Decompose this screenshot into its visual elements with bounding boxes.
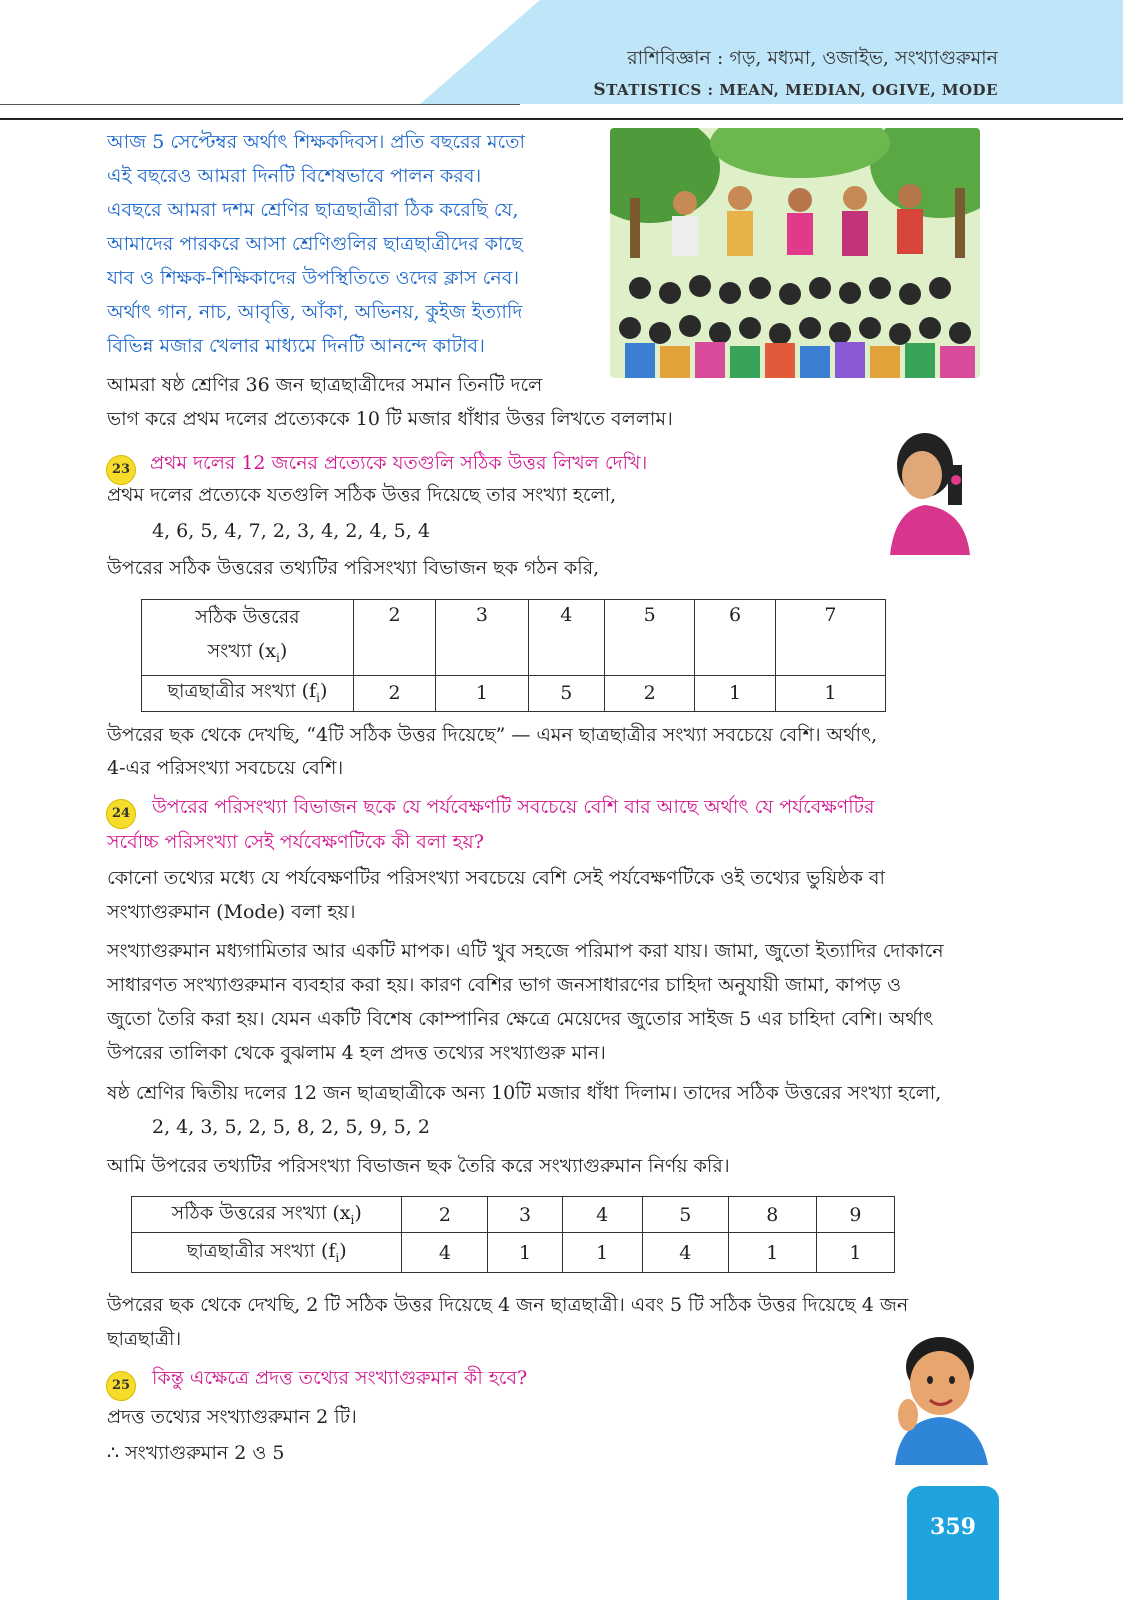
answer-line: প্রদত্ত তথ্যের সংখ্যাগুরুমান 2 টি।	[107, 1406, 357, 1428]
table-cell: 2	[353, 600, 435, 676]
chapter-title-english: STATISTICS : MEAN, MEDIAN, OGIVE, MODE	[593, 80, 998, 100]
paragraph-line: ভাগ করে প্রথম দলের প্রত্যেককে 10 টি মজার ধাঁধার উত্তর লিখতে বললাম।	[107, 408, 673, 430]
question-text: প্রথম দলের 12 জনের প্রত্যেকে যতগুলি সঠিক উত্তর লিখল দেখি।	[150, 452, 648, 474]
intro-line: বিভিন্ন মজার খেলার মাধ্যমে দিনটি আনন্দে কাটাব।	[107, 335, 485, 357]
page-number-tab	[907, 1486, 999, 1600]
intro-line: যাব ও শিক্ষক-শিক্ষিকাদের উপস্থিতিতে ওদের ক্লাস নেব।	[107, 267, 520, 289]
teachers-day-illustration	[610, 128, 980, 378]
paragraph-line: আমরা ষষ্ঠ শ্রেণির 36 জন ছাত্রছাত্রীদের সমান তিনটি দলে	[107, 374, 543, 396]
question-text: সর্বোচ্চ পরিসংখ্যা সেই পর্যবেক্ষণটিকে কী বলা হয়?	[107, 831, 484, 853]
table-cell: 1	[436, 675, 528, 711]
table-intro: আমি উপরের তথ্যটির পরিসংখ্যা বিভাজন ছক তৈরি করে সংখ্যাগুরুমান নির্ণয় করি।	[107, 1155, 730, 1177]
frequency-table-1	[141, 599, 886, 712]
question-number-badge: 24	[106, 799, 136, 829]
paragraph-line: ষষ্ঠ শ্রেণির দ্বিতীয় দলের 12 জন ছাত্রছাত্রীকে অন্য 10টি মজার ধাঁধা দিলাম। তাদের সঠিক উত্তরের সংখ্যা হলো,	[107, 1082, 942, 1104]
table-row-label: সঠিক উত্তরের সংখ্যা $(x_i)$	[132, 1197, 402, 1233]
header-thin-rule	[0, 104, 520, 105]
table-cell: 3	[488, 1197, 562, 1233]
paragraph-line: উপরের তালিকা থেকে বুঝলাম 4 হল প্রদত্ত তথ্যের সংখ্যাগুরু মান।	[107, 1042, 606, 1064]
table-cell: 2	[353, 675, 435, 711]
paragraph-line: উপরের ছক থেকে দেখছি, “4টি সঠিক উত্তর দিয়েছে” — এমন ছাত্রছাত্রীর সংখ্যা সবচেয়ে বেশি। অর্থাৎ,	[107, 724, 878, 746]
table-cell: 5	[642, 1197, 728, 1233]
question-number-badge: 23	[106, 455, 136, 485]
table-cell: 2	[402, 1197, 488, 1233]
answer-line: প্রথম দলের প্রত্যেকে যতগুলি সঠিক উত্তর দিয়েছে তার সংখ্যা হলো,	[107, 484, 617, 506]
question-text: কিন্তু এক্ষেত্রে প্রদত্ত তথ্যের সংখ্যাগুরুমান কী হবে?	[152, 1367, 528, 1389]
girl-illustration	[870, 425, 980, 555]
paragraph-line: 4-এর পরিসংখ্যা সবচেয়ে বেশি।	[107, 757, 344, 779]
paragraph-line: সংখ্যাগুরুমান মধ্যগামিতার আর একটি মাপক। এটি খুব সহজে পরিমাপ করা যায়। জামা, জুতো ইত্যাদির দোকানে	[107, 940, 944, 962]
question-number-badge: 25	[106, 1371, 136, 1401]
frequency-table-2	[131, 1196, 895, 1273]
table-cell: 8	[728, 1197, 816, 1233]
table-cell: 1	[695, 675, 775, 711]
intro-line: এবছরে আমরা দশম শ্রেণির ছাত্রছাত্রীরা ঠিক করেছি যে,	[107, 199, 519, 221]
paragraph-line: ছাত্রছাত্রী।	[107, 1328, 182, 1350]
page-number: 359	[930, 1514, 976, 1540]
table-cell: 1	[728, 1233, 816, 1273]
data-values: 2, 4, 3, 5, 2, 5, 8, 2, 5, 9, 5, 2	[152, 1116, 430, 1138]
chapter-title-bengali: রাশিবিজ্ঞান : গড়, মধ্যমা, ওজাইভ, সংখ্যাগুরুমান	[627, 47, 998, 69]
table-cell: 4	[528, 600, 604, 676]
question-text: উপরের পরিসংখ্যা বিভাজন ছকে যে পর্যবেক্ষণটি সবচেয়ে বেশি বার আছে অর্থাৎ যে পর্যবেক্ষণটির	[152, 796, 875, 818]
table-cell: 4	[562, 1197, 642, 1233]
table-cell: 5	[528, 675, 604, 711]
intro-line: আমাদের পারকরে আসা শ্রেণিগুলির ছাত্রছাত্রীদের কাছে	[107, 233, 523, 255]
table-row-label: সঠিক উত্তরের সংখ্যা $(x_i)$	[142, 600, 354, 676]
table-row-label: ছাত্রছাত্রীর সংখ্যা $(f_i)$	[132, 1233, 402, 1273]
table-row-label: ছাত্রছাত্রীর সংখ্যা $(f_i)$	[142, 675, 354, 711]
table-cell: 4	[642, 1233, 728, 1273]
table-cell: 4	[402, 1233, 488, 1273]
table-cell: 1	[488, 1233, 562, 1273]
paragraph-line: উপরের ছক থেকে দেখছি, 2 টি সঠিক উত্তর দিয়েছে 4 জন ছাত্রছাত্রী। এবং 5 টি সঠিক উত্তর দিয়েছে 4 জন	[107, 1294, 909, 1316]
table-cell: 1	[775, 675, 885, 711]
paragraph-line: সংখ্যাগুরুমান (Mode) বলা হয়।	[107, 901, 356, 923]
table-cell: 9	[816, 1197, 894, 1233]
table-cell: 5	[605, 600, 695, 676]
header-rule	[0, 118, 1123, 120]
intro-line: এই বছরেও আমরা দিনটি বিশেষভাবে পালন করব।	[107, 165, 482, 187]
table-cell: 2	[605, 675, 695, 711]
table-cell: 6	[695, 600, 775, 676]
table-cell: 1	[816, 1233, 894, 1273]
table-intro: উপরের সঠিক উত্তরের তথ্যটির পরিসংখ্যা বিভাজন ছক গঠন করি,	[107, 557, 600, 579]
data-values: 4, 6, 5, 4, 7, 2, 3, 4, 2, 4, 5, 4	[152, 520, 430, 542]
paragraph-line: সাধারণত সংখ্যাগুরুমান ব্যবহার করা হয়। কারণ বেশির ভাগ জনসাধারণের চাহিদা অনুযায়ী জামা, কাপড় ও	[107, 974, 902, 996]
answer-line: ∴ সংখ্যাগুরুমান 2 ও 5	[107, 1442, 285, 1464]
boy-illustration	[880, 1325, 1000, 1465]
intro-line: আজ 5 সেপ্টেম্বর অর্থাৎ শিক্ষকদিবস। প্রতি বছরের মতো	[107, 131, 525, 153]
paragraph-line: জুতো তৈরি করা হয়। যেমন একটি বিশেষ কোম্পানির ক্ষেত্রে মেয়েদের জুতোর সাইজ 5 এর চাহিদা বেশি। অর্থাৎ	[107, 1008, 934, 1030]
paragraph-line: কোনো তথ্যের মধ্যে যে পর্যবেক্ষণটির পরিসংখ্যা সবচেয়ে বেশি সেই পর্যবেক্ষণটিকে ওই তথ্যের ভুয়িষ্ঠক বা	[107, 867, 886, 889]
table-cell: 7	[775, 600, 885, 676]
intro-paragraph	[107, 125, 597, 363]
table-cell: 3	[436, 600, 528, 676]
intro-line: অর্থাৎ গান, নাচ, আবৃত্তি, আঁকা, অভিনয়, কুইজ ইত্যাদি	[107, 301, 523, 323]
table-cell: 1	[562, 1233, 642, 1273]
